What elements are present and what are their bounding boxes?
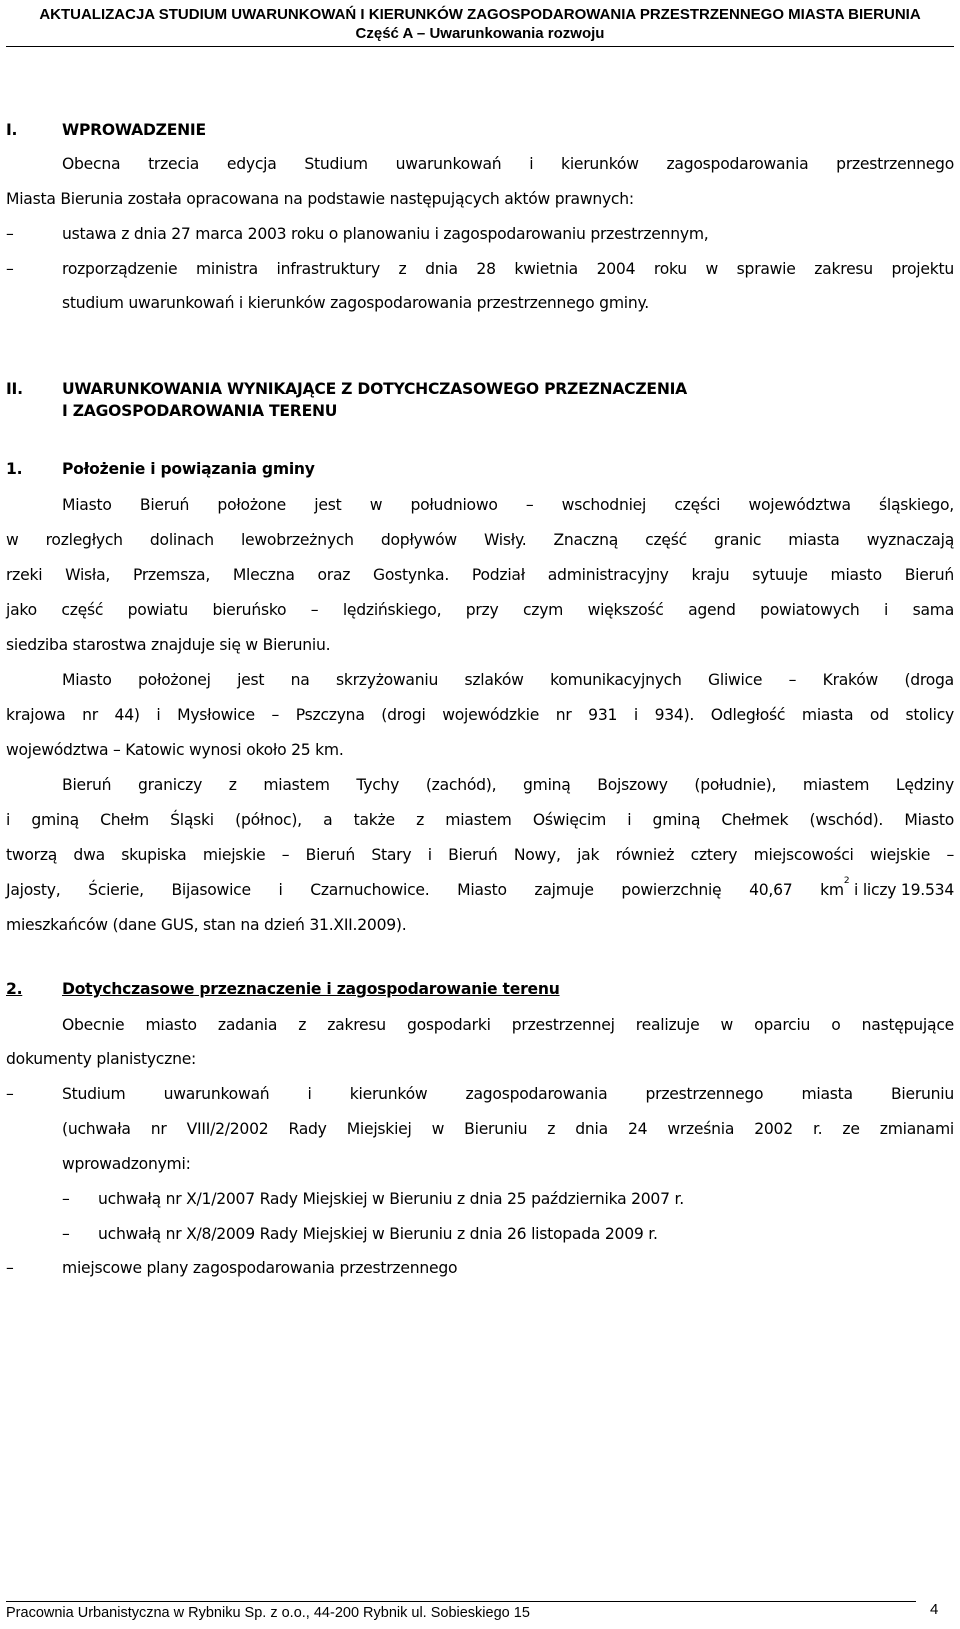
subsection-2-title: Dotychczasowe przeznaczenie i zagospodarowanie terenu: [62, 980, 560, 998]
resolution-item-2: uchwałą nr X/8/2009 Rady Miejskiej w Bieruniu z dnia 26 listopada 2009 r.: [98, 1225, 658, 1243]
bullet-dash: –: [6, 260, 14, 278]
law-item-2-line2: studium uwarunkowań i kierunków zagospodarowania przestrzennego gminy.: [62, 294, 649, 312]
transport-para-line: Miasto położonej jest na skrzyżowaniu szlaków komunikacyjnych Gliwice – Kraków (droga: [62, 671, 954, 689]
law-item-1: ustawa z dnia 27 marca 2003 roku o planowaniu i zagospodarowaniu przestrzennym,: [62, 225, 709, 243]
location-para-line: siedziba starostwa znajduje się w Bieruniu.: [6, 636, 331, 654]
page-number: 4: [930, 1601, 939, 1618]
law-item-2-line1: rozporządzenie ministra infrastruktury z dnia 28 kwietnia 2004 roku w sprawie zakresu projektu: [62, 260, 954, 278]
location-para-line: w rozległych dolinach lewobrzeżnych dopływów Wisły. Znaczną część granic miasta wyznaczają: [6, 531, 954, 549]
planning-item-1-line2: (uchwała nr VIII/2/2002 Rady Miejskiej w Bieruniu z dnia 24 września 2002 r. ze zmianami: [62, 1120, 954, 1138]
location-para-line: jako część powiatu bieruńsko – lędzińskiego, przy czym większość agend powiatowych i sama: [6, 601, 954, 619]
location-para-line: Miasto Bieruń położone jest w południowo – wschodniej części województwa śląskiego,: [62, 496, 954, 514]
subsection-1-number: 1.: [6, 460, 23, 478]
transport-para-line: krajowa nr 44) i Mysłowice – Pszczyna (drogi wojewódzkie nr 931 i 934). Odległość miasta od stolicy: [6, 706, 954, 724]
planning-para-line1: Obecnie miasto zadania z zakresu gospodarki przestrzennej realizuje w oparciu o następujące: [62, 1016, 954, 1034]
footer-text: Pracownia Urbanistyczna w Rybniku Sp. z o.o., 44-200 Rybnik ul. Sobieskiego 15: [6, 1605, 530, 1621]
bullet-dash: –: [6, 1085, 14, 1103]
section-1-number: I.: [6, 121, 18, 139]
section-1-para-line1: Obecna trzecia edycja Studium uwarunkowań i kierunków zagospodarowania przestrzennego: [62, 155, 954, 173]
section-2-title-line2: I ZAGOSPODAROWANIA TERENU: [62, 402, 338, 420]
section-1-para-line2: Miasta Bierunia została opracowana na podstawie następujących aktów prawnych:: [6, 190, 634, 208]
section-2-number: II.: [6, 380, 23, 398]
planning-item-1-line1: Studium uwarunkowań i kierunków zagospodarowania przestrzennego miasta Bieruniu: [62, 1085, 954, 1103]
planning-item-2: miejscowe plany zagospodarowania przestrzennego: [62, 1259, 458, 1277]
transport-para-line: województwa – Katowic wynosi około 25 km.: [6, 741, 344, 759]
header-subtitle: Część A – Uwarunkowania rozwoju: [355, 25, 605, 42]
borders-para-line: mieszkańców (dane GUS, stan na dzień 31.XII.2009).: [6, 916, 407, 934]
borders-para-line: i gminą Chełm Śląski (północ), a także z miastem Oświęcim i gminą Chełmek (wschód). Miasto: [6, 811, 954, 829]
section-1-title: WPROWADZENIE: [62, 121, 206, 139]
resolution-item-1: uchwałą nr X/1/2007 Rady Miejskiej w Bieruniu z dnia 25 października 2007 r.: [98, 1190, 684, 1208]
header-title: AKTUALIZACJA STUDIUM UWARUNKOWAŃ I KIERUNKÓW ZAGOSPODAROWANIA PRZESTRZENNEGO MIASTA BIERUNIA: [39, 6, 921, 23]
population-text: i liczy 19.534: [849, 881, 954, 899]
footer-divider: [6, 1601, 916, 1602]
bullet-dash: –: [6, 225, 14, 243]
section-2-title-line1: UWARUNKOWANIA WYNIKAJĄCE Z DOTYCHCZASOWEGO PRZEZNACZENIA: [62, 380, 687, 398]
bullet-dash: –: [62, 1190, 70, 1208]
planning-item-1-line3: wprowadzonymi:: [62, 1155, 191, 1173]
planning-para-line2: dokumenty planistyczne:: [6, 1050, 197, 1068]
area-text: Jajosty, Ścierie, Bijasowice i Czarnuchowice. Miasto zajmuje powierzchnię 40,67 km: [6, 881, 844, 899]
page-header: [0, 5, 960, 43]
borders-para-line: Bieruń graniczy z miastem Tychy (zachód), gminą Bojszowy (południe), miastem Lędziny: [62, 776, 954, 794]
bullet-dash: –: [62, 1225, 70, 1243]
subsection-2-number: 2.: [6, 980, 23, 998]
subsection-1-title: Położenie i powiązania gminy: [62, 460, 315, 478]
superscript: 2: [843, 876, 850, 886]
bullet-dash: –: [6, 1259, 14, 1277]
header-divider: [6, 46, 954, 47]
borders-para-line: tworzą dwa skupiska miejskie – Bieruń Stary i Bieruń Nowy, jak również cztery miejscowości wiejskie –: [6, 846, 954, 864]
location-para-line: rzeki Wisła, Przemsza, Mleczna oraz Gostynka. Podział administracyjny kraju sytuuje miasto Bieruń: [6, 566, 954, 584]
borders-para-line: [6, 876, 954, 899]
